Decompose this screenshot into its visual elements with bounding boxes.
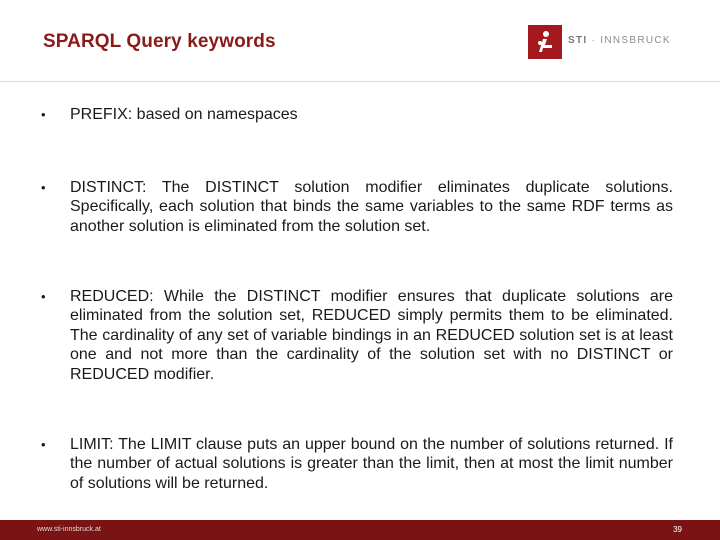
bullet-text: REDUCED: While the DISTINCT modifier ensures that duplicate solutions are eliminated from the solution set, REDUCED simply permits them to be eliminated. The cardinality of any set of variable bindings in an REDUCED solution set is at least one and not more than the cardinality of the solution set with no DISTINCT or REDUCED modifier. <box>70 288 673 383</box>
logo-wordmark <box>568 35 671 46</box>
bullet-marker: • <box>41 289 46 304</box>
bullet-marker: • <box>41 107 46 122</box>
bullet-item-distinct <box>41 178 673 236</box>
footer-url[interactable]: www.sti-innsbruck.at <box>37 526 101 533</box>
slide-title: SPARQL Query keywords <box>43 31 276 52</box>
header-divider <box>0 81 720 82</box>
logo-place: INNSBRUCK <box>600 35 671 46</box>
logo-brand: STI <box>568 35 588 46</box>
sti-logo-icon <box>528 25 562 59</box>
logo-separator: · <box>587 35 601 46</box>
bullet-marker: • <box>41 180 46 195</box>
bullet-item-reduced <box>41 287 673 384</box>
bullet-text: DISTINCT: The DISTINCT solution modifier eliminates duplicate solutions. Specifically, each solution that binds the same variables to the same RDF terms as another solution is eliminated from the solution set. <box>70 179 673 235</box>
bullet-text: PREFIX: based on namespaces <box>70 106 298 123</box>
footer-bar <box>0 520 720 540</box>
bullet-item-limit <box>41 435 673 493</box>
bullet-marker: • <box>41 437 46 452</box>
page-number: 39 <box>673 525 682 534</box>
bullet-text: LIMIT: The LIMIT clause puts an upper bound on the number of solutions returned. If the number of actual solutions is greater than the limit, then at most the limit number of solutions will be returned. <box>70 436 673 492</box>
bullet-item-prefix <box>41 105 673 124</box>
